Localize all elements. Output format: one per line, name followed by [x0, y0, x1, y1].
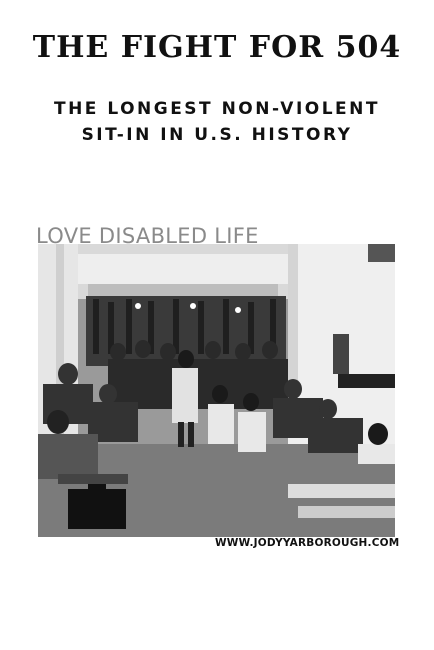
watermark-text: LOVE DISABLED LIFE	[36, 224, 259, 248]
poster-title: THE FIGHT FOR 504	[32, 30, 402, 65]
website-credit: WWW.JODYYARBOROUGH.COM	[215, 537, 400, 549]
sit-in-photo	[38, 244, 395, 537]
poster-subtitle	[0, 96, 434, 148]
subtitle-line-1: THE LONGEST NON-VIOLENT	[53, 99, 380, 119]
subtitle-line-2: SIT-IN IN U.S. HISTORY	[81, 125, 353, 145]
photo-illustration	[38, 244, 395, 537]
